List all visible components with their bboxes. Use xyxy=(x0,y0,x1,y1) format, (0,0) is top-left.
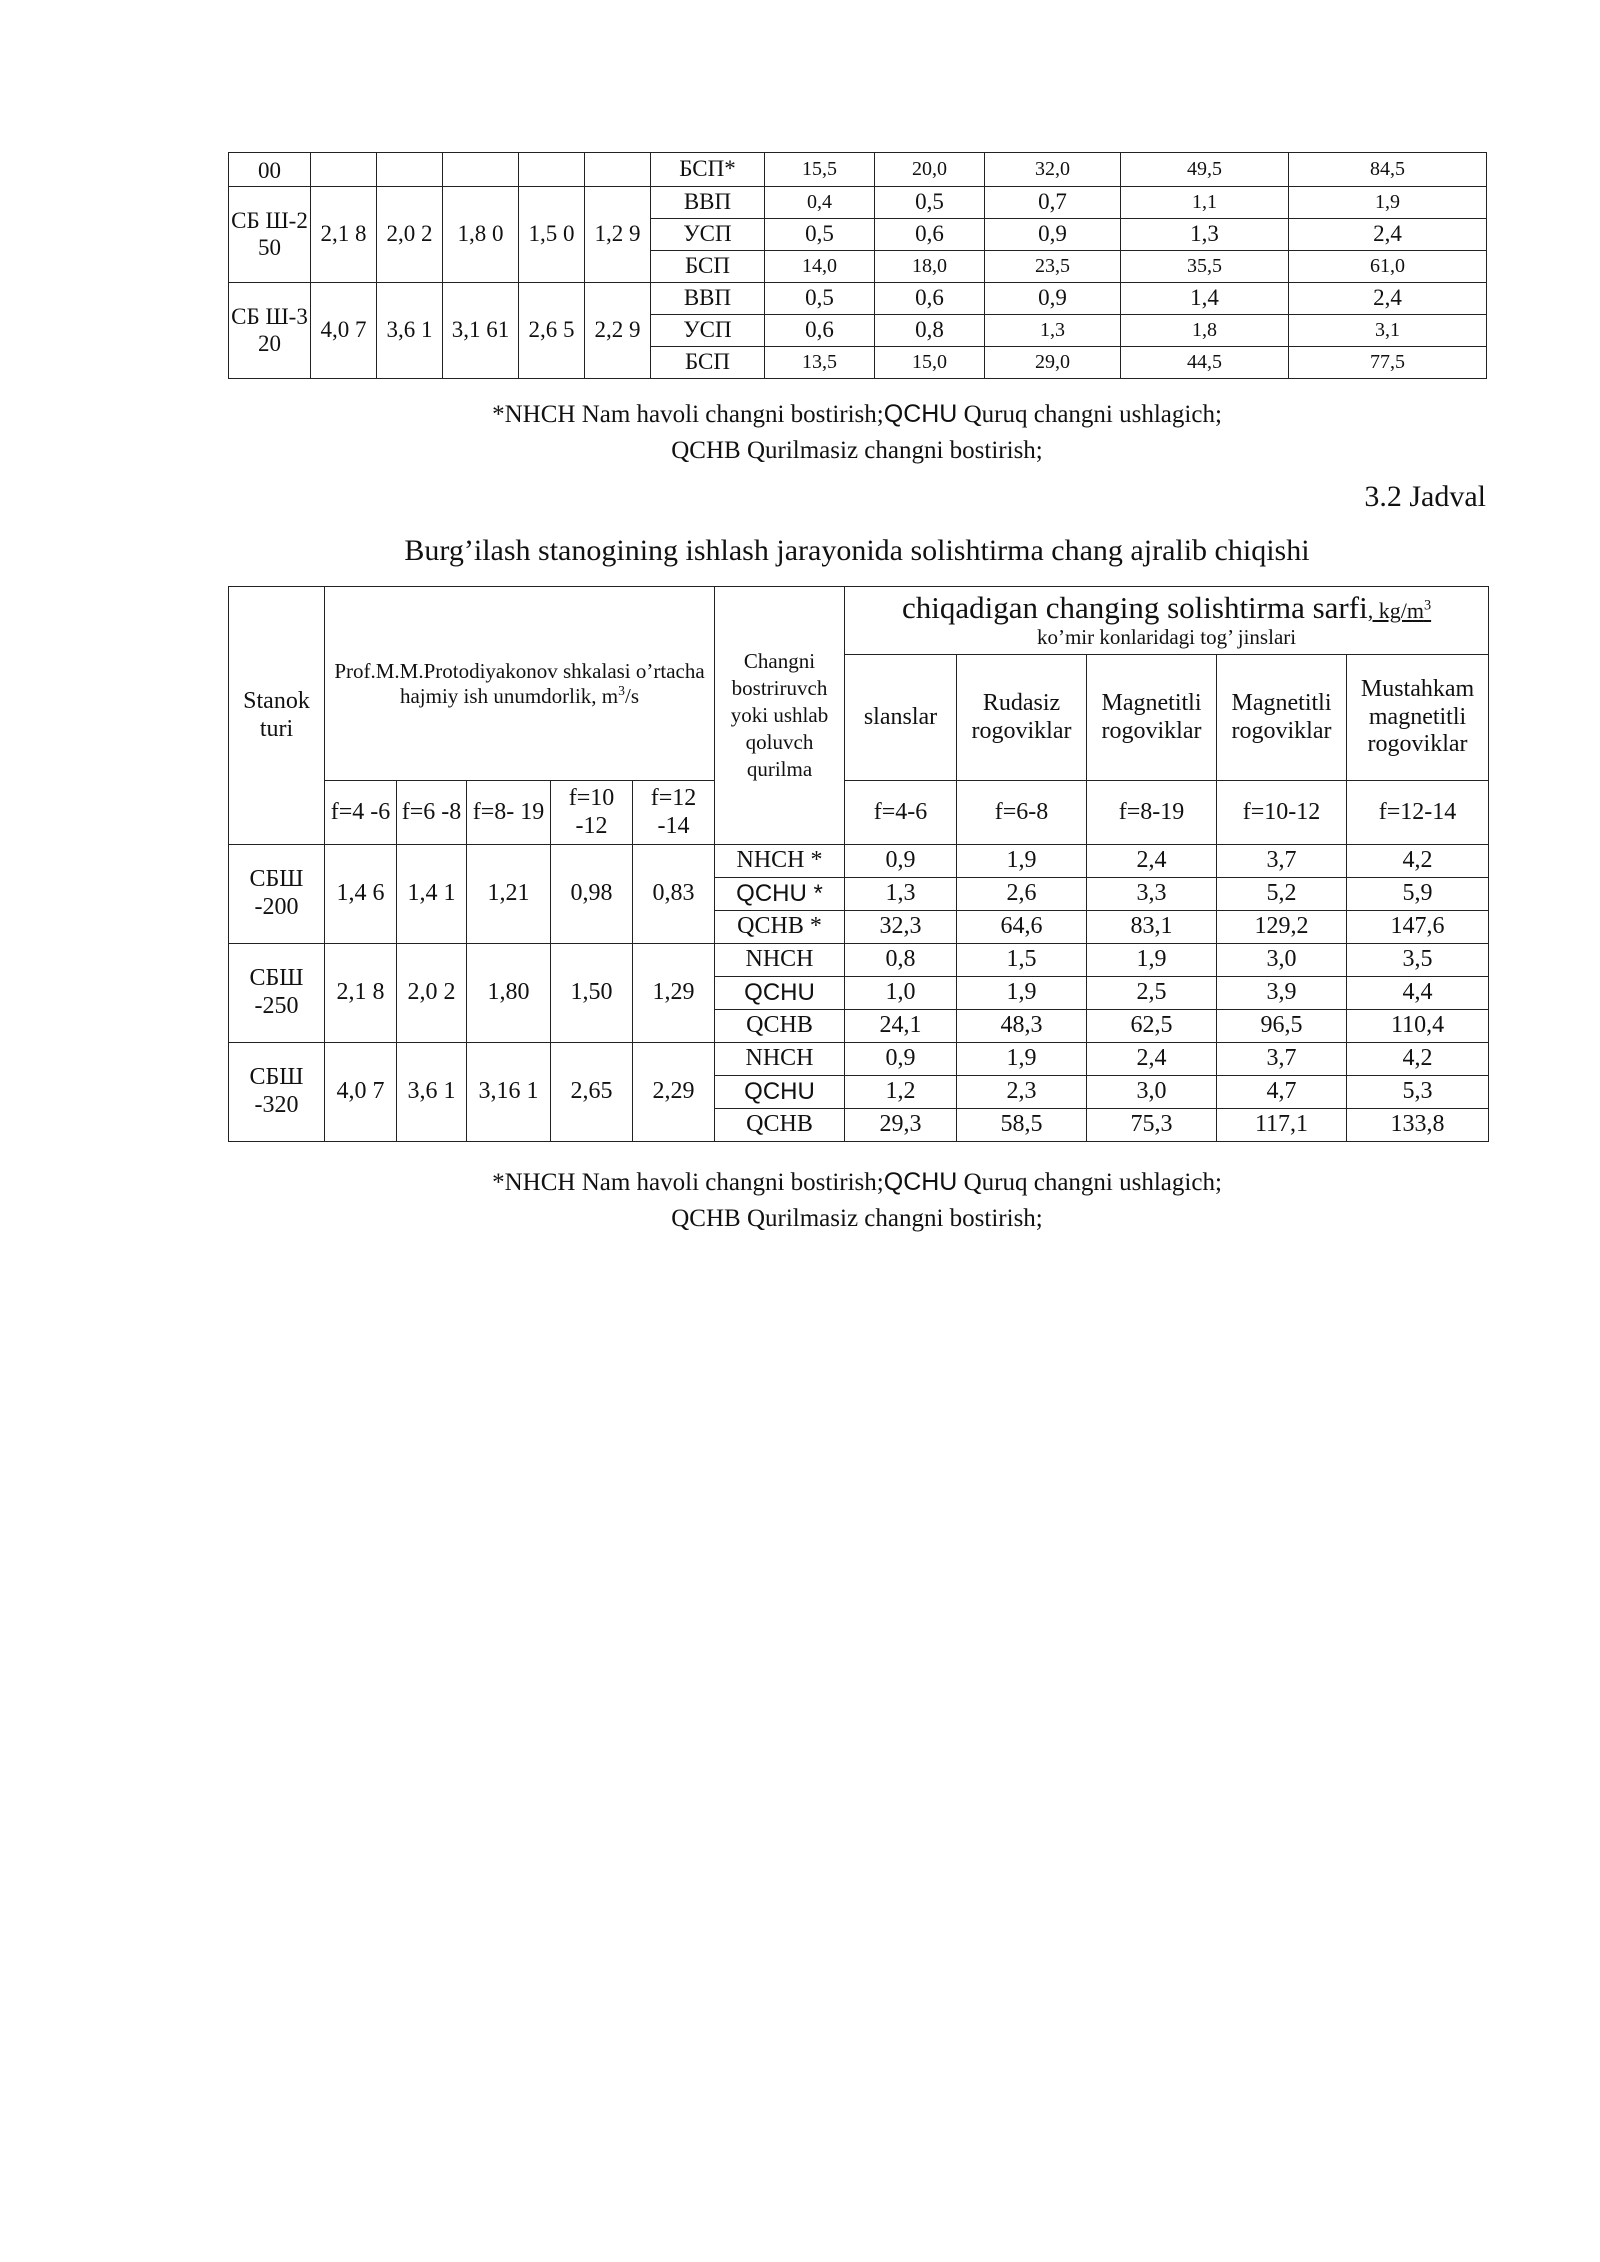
footnote-line: *NHCH Nam havoli changni bostirish;QCHU Quruq changni ushlagich; xyxy=(492,1168,1222,1196)
prod-cell: 1,21 xyxy=(467,845,551,944)
value-cell: 3,1 xyxy=(1289,315,1487,347)
table-footnote xyxy=(228,1164,1486,1237)
value-cell: 2,6 xyxy=(957,878,1087,911)
value-cell: 1,9 xyxy=(1087,944,1217,977)
footnote-line: QCHB Qurilmasiz changni bostirish; xyxy=(671,1205,1043,1232)
value-cell: 13,5 xyxy=(765,347,875,379)
device-header: Changni bostriruvch yoki ushlab qoluvch qurilma xyxy=(715,587,845,845)
table-row xyxy=(229,944,1489,977)
table-row xyxy=(229,845,1489,878)
value-cell: 133,8 xyxy=(1347,1109,1489,1142)
prod-cell: 4,0 7 xyxy=(311,283,377,379)
continued-table xyxy=(228,152,1487,379)
value-cell: 1,3 xyxy=(985,315,1121,347)
rock-header: slanslar xyxy=(845,655,957,781)
value-cell: 129,2 xyxy=(1217,911,1347,944)
f-right-header: f=10-12 xyxy=(1217,781,1347,845)
prod-cell: 2,29 xyxy=(633,1043,715,1142)
prod-cell: 1,2 9 xyxy=(585,187,651,283)
value-cell: 77,5 xyxy=(1289,347,1487,379)
prod-cell: 3,16 1 xyxy=(467,1043,551,1142)
value-cell: 1,8 xyxy=(1121,315,1289,347)
prod-cell: 2,1 8 xyxy=(311,187,377,283)
value-cell: 2,4 xyxy=(1289,283,1487,315)
device-cell: QCHB xyxy=(715,1010,845,1043)
f-right-header: f=6-8 xyxy=(957,781,1087,845)
value-cell: 0,9 xyxy=(985,283,1121,315)
value-cell: 0,5 xyxy=(765,219,875,251)
f-right-header: f=4-6 xyxy=(845,781,957,845)
value-cell: 0,9 xyxy=(845,845,957,878)
value-cell: 1,9 xyxy=(957,845,1087,878)
value-cell: 15,5 xyxy=(765,153,875,187)
specific-consumption-header: chiqadigan changing solishtirma sarfi, $kg/m^3$ ko’mir konlaridagi tog’ jinslari xyxy=(845,587,1489,655)
value-cell: 0,8 xyxy=(845,944,957,977)
prod-cell: 4,0 7 xyxy=(325,1043,397,1142)
f-right-header: f=8-19 xyxy=(1087,781,1217,845)
prod-cell: 2,1 8 xyxy=(325,944,397,1043)
rock-header: Rudasiz rogoviklar xyxy=(957,655,1087,781)
value-cell: 0,6 xyxy=(765,315,875,347)
device-cell: QCHB xyxy=(715,1109,845,1142)
value-cell: 1,4 xyxy=(1121,283,1289,315)
value-cell: 49,5 xyxy=(1121,153,1289,187)
value-cell: 24,1 xyxy=(845,1010,957,1043)
value-cell: 3,7 xyxy=(1217,1043,1347,1076)
value-cell: 3,7 xyxy=(1217,845,1347,878)
value-cell: 1,9 xyxy=(1289,187,1487,219)
footnote-line: QCHB Qurilmasiz changni bostirish; xyxy=(671,437,1043,464)
device-cell: NHCH xyxy=(715,1043,845,1076)
table-row xyxy=(229,153,1487,187)
value-cell: 15,0 xyxy=(875,347,985,379)
qchu-abbr: QCHU xyxy=(883,1168,958,1196)
value-cell: 0,5 xyxy=(765,283,875,315)
prod-cell: 3,6 1 xyxy=(377,283,443,379)
value-cell: 3,5 xyxy=(1347,944,1489,977)
prod-cell: 1,8 0 xyxy=(443,187,519,283)
value-cell: 1,3 xyxy=(1121,219,1289,251)
rock-header: Magnetitli rogoviklar xyxy=(1217,655,1347,781)
value-cell: 117,1 xyxy=(1217,1109,1347,1142)
device-cell: БСП xyxy=(651,347,765,379)
f-left-header: f=4 -6 xyxy=(325,781,397,845)
stanok-cell: СБШ -200 xyxy=(229,845,325,944)
prod-cell: 3,1 61 xyxy=(443,283,519,379)
prod-cell: 1,4 1 xyxy=(397,845,467,944)
device-cell: QCHB * xyxy=(715,911,845,944)
prod-cell: 1,80 xyxy=(467,944,551,1043)
value-cell: 0,8 xyxy=(875,315,985,347)
value-cell: 5,3 xyxy=(1347,1076,1489,1109)
f-left-header: f=10 -12 xyxy=(551,781,633,845)
footnote-line: *NHCH Nam havoli changni bostirish;QCHU Quruq changni ushlagich; xyxy=(492,400,1222,428)
value-cell: 0,5 xyxy=(875,187,985,219)
value-cell: 18,0 xyxy=(875,251,985,283)
value-cell: 4,2 xyxy=(1347,1043,1489,1076)
qchu-abbr: QCHU xyxy=(883,400,958,428)
prod-cell: 1,4 6 xyxy=(325,845,397,944)
value-cell: 20,0 xyxy=(875,153,985,187)
value-cell: 1,9 xyxy=(957,977,1087,1010)
value-cell: 62,5 xyxy=(1087,1010,1217,1043)
table-row xyxy=(229,187,1487,219)
prod-cell: 2,0 2 xyxy=(397,944,467,1043)
device-cell: УСП xyxy=(651,315,765,347)
value-cell: 64,6 xyxy=(957,911,1087,944)
device-cell: БСП* xyxy=(651,153,765,187)
device-cell: NHCH * xyxy=(715,845,845,878)
value-cell: 1,3 xyxy=(845,878,957,911)
stanok-cell: СБ Ш-3 20 xyxy=(229,283,311,379)
table-row xyxy=(229,1043,1489,1076)
value-cell: 0,9 xyxy=(985,219,1121,251)
f-left-header: f=12 -14 xyxy=(633,781,715,845)
prod-cell: 2,6 5 xyxy=(519,283,585,379)
table-footnote xyxy=(228,396,1486,469)
prod-cell: 2,2 9 xyxy=(585,283,651,379)
value-cell: 48,3 xyxy=(957,1010,1087,1043)
value-cell: 5,9 xyxy=(1347,878,1489,911)
value-cell: 147,6 xyxy=(1347,911,1489,944)
value-cell: 32,3 xyxy=(845,911,957,944)
f-right-header: f=12-14 xyxy=(1347,781,1489,845)
value-cell: 0,4 xyxy=(765,187,875,219)
device-cell: QCHU * xyxy=(715,878,845,911)
value-cell: 4,2 xyxy=(1347,845,1489,878)
rock-header: Magnetitli rogoviklar xyxy=(1087,655,1217,781)
value-cell: 2,4 xyxy=(1087,845,1217,878)
f-left-header: f=8- 19 xyxy=(467,781,551,845)
prod-cell: 1,5 0 xyxy=(519,187,585,283)
value-cell: 0,7 xyxy=(985,187,1121,219)
device-cell: УСП xyxy=(651,219,765,251)
value-cell: 4,7 xyxy=(1217,1076,1347,1109)
value-cell: 2,5 xyxy=(1087,977,1217,1010)
value-cell: 84,5 xyxy=(1289,153,1487,187)
value-cell: 2,4 xyxy=(1289,219,1487,251)
value-cell: 3,0 xyxy=(1087,1076,1217,1109)
value-cell: 29,3 xyxy=(845,1109,957,1142)
value-cell: 1,5 xyxy=(957,944,1087,977)
value-cell: 0,6 xyxy=(875,219,985,251)
device-cell: NHCH xyxy=(715,944,845,977)
value-cell: 23,5 xyxy=(985,251,1121,283)
prod-cell: 0,83 xyxy=(633,845,715,944)
device-cell: QCHU xyxy=(715,1076,845,1109)
stanok-header: Stanok turi xyxy=(229,587,325,845)
value-cell: 61,0 xyxy=(1289,251,1487,283)
value-cell: 2,4 xyxy=(1087,1043,1217,1076)
table-row xyxy=(229,283,1487,315)
value-cell: 58,5 xyxy=(957,1109,1087,1142)
value-cell: 1,9 xyxy=(957,1043,1087,1076)
value-cell: 96,5 xyxy=(1217,1010,1347,1043)
value-cell: 1,0 xyxy=(845,977,957,1010)
rocks-subheader: ko’mir konlaridagi tog’ jinslari xyxy=(1036,625,1297,650)
header-row xyxy=(229,781,1489,845)
device-cell: QCHU xyxy=(715,977,845,1010)
prod-cell: 3,6 1 xyxy=(397,1043,467,1142)
value-cell: 29,0 xyxy=(985,347,1121,379)
value-cell: 2,3 xyxy=(957,1076,1087,1109)
device-cell: ВВП xyxy=(651,187,765,219)
value-cell: 0,6 xyxy=(875,283,985,315)
value-cell: 83,1 xyxy=(1087,911,1217,944)
productivity-header: Prof.M.M.Protodiyakonov shkalasi o’rtacha hajmiy ish unumdorlik, $m^3/s$ xyxy=(325,587,715,781)
f-left-header: f=6 -8 xyxy=(397,781,467,845)
value-cell: 3,9 xyxy=(1217,977,1347,1010)
stanok-cell: 00 xyxy=(229,153,311,187)
value-cell: 35,5 xyxy=(1121,251,1289,283)
stanok-cell: СБШ -250 xyxy=(229,944,325,1043)
rock-header: Mustahkam magnetitli rogoviklar xyxy=(1347,655,1489,781)
prod-cell: 2,65 xyxy=(551,1043,633,1142)
dust-emission-table xyxy=(228,586,1489,1142)
prod-cell: 1,29 xyxy=(633,944,715,1043)
prod-cell: 0,98 xyxy=(551,845,633,944)
table-number: 3.2 Jadval xyxy=(1364,480,1486,513)
value-cell: 4,4 xyxy=(1347,977,1489,1010)
header-row xyxy=(229,587,1489,655)
prod-cell: 1,50 xyxy=(551,944,633,1043)
value-cell: 5,2 xyxy=(1217,878,1347,911)
value-cell: 110,4 xyxy=(1347,1010,1489,1043)
value-cell: 14,0 xyxy=(765,251,875,283)
table-title: Burg’ilash stanogining ishlash jarayonida solishtirma chang ajralib chiqishi xyxy=(404,534,1310,567)
value-cell: 0,9 xyxy=(845,1043,957,1076)
stanok-cell: СБШ -320 xyxy=(229,1043,325,1142)
value-cell: 75,3 xyxy=(1087,1109,1217,1142)
value-cell: 3,3 xyxy=(1087,878,1217,911)
value-cell: 32,0 xyxy=(985,153,1121,187)
prod-cell: 2,0 2 xyxy=(377,187,443,283)
value-cell: 44,5 xyxy=(1121,347,1289,379)
stanok-cell: СБ Ш-2 50 xyxy=(229,187,311,283)
device-cell: БСП xyxy=(651,251,765,283)
device-cell: ВВП xyxy=(651,283,765,315)
value-cell: 1,1 xyxy=(1121,187,1289,219)
value-cell: 3,0 xyxy=(1217,944,1347,977)
value-cell: 1,2 xyxy=(845,1076,957,1109)
